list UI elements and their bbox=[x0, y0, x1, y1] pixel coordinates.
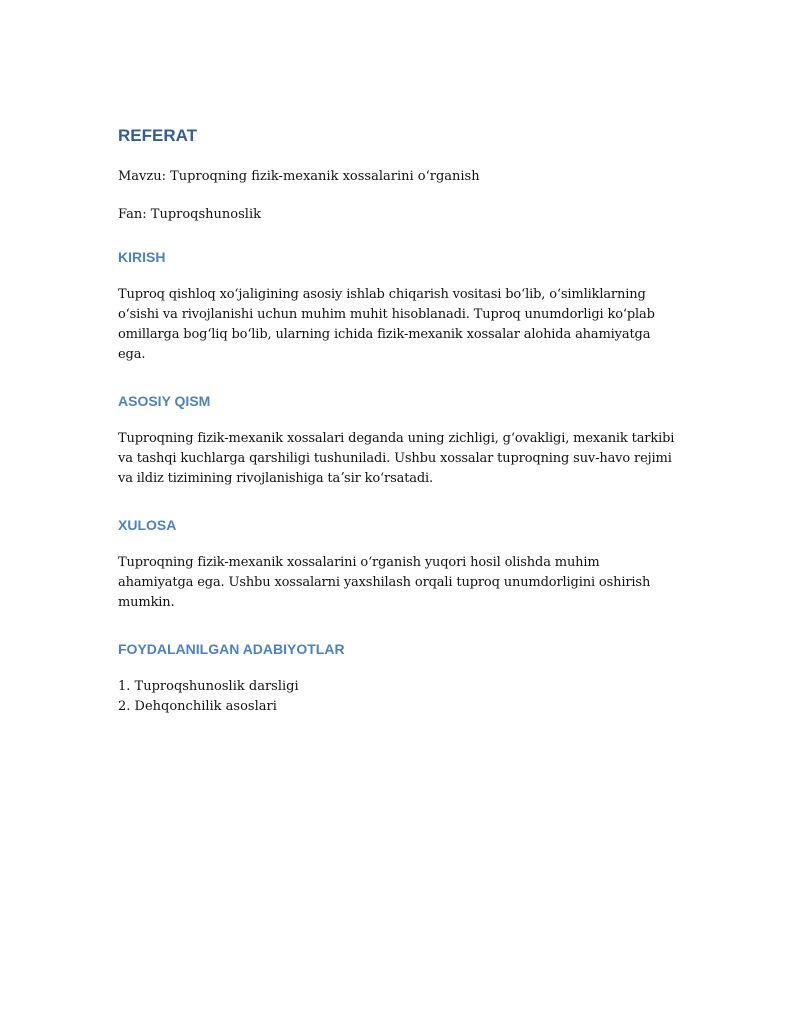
document-body bbox=[118, 125, 678, 717]
reference-list bbox=[118, 677, 678, 717]
section-heading-intro: KIRISH bbox=[118, 249, 166, 265]
reference-item: 1. Tuproqshunoslik darsligi bbox=[118, 679, 299, 694]
reference-item: 2. Dehqonchilik asoslari bbox=[118, 699, 277, 714]
section-heading-conclusion: XULOSA bbox=[118, 517, 177, 533]
section-text-main: Tuproqning fizik-mexanik xossalari deganda uning zichligi, gʻovakligi, mexanik tarkibi va tashqi kuchlarga qarshiligi tushuniladi. Ushbu xossalar tuproqning suv-havo rejimi va ildiz tizimining rivojlanishiga taʼsir koʻrsatadi. bbox=[118, 431, 675, 486]
subject-line: Fan: Tuproqshunoslik bbox=[118, 207, 261, 222]
topic-line: Mavzu: Tuproqning fizik-mexanik xossalarini oʻrganish bbox=[118, 169, 480, 184]
section-heading-references: FOYDALANILGAN ADABIYOTLAR bbox=[118, 641, 345, 657]
document-title: REFERAT bbox=[118, 126, 198, 145]
section-text-intro: Tuproq qishloq xoʻjaligining asosiy ishlab chiqarish vositasi boʻlib, oʻsimliklarning oʻsishi va rivojlanishi uchun muhim muhit hisoblanadi. Tuproq unumdorligi koʻplab omillarga bogʻliq boʻlib, ularning ichida fizik-mexanik xossalar alohida ahamiyatga ega. bbox=[118, 287, 655, 362]
section-text-conclusion: Tuproqning fizik-mexanik xossalarini oʻrganish yuqori hosil olishda muhim ahamiyatga ega. Ushbu xossalarni yaxshilash orqali tuproq unumdorligini oshirish mumkin. bbox=[118, 555, 651, 610]
section-heading-main: ASOSIY QISM bbox=[118, 393, 211, 409]
